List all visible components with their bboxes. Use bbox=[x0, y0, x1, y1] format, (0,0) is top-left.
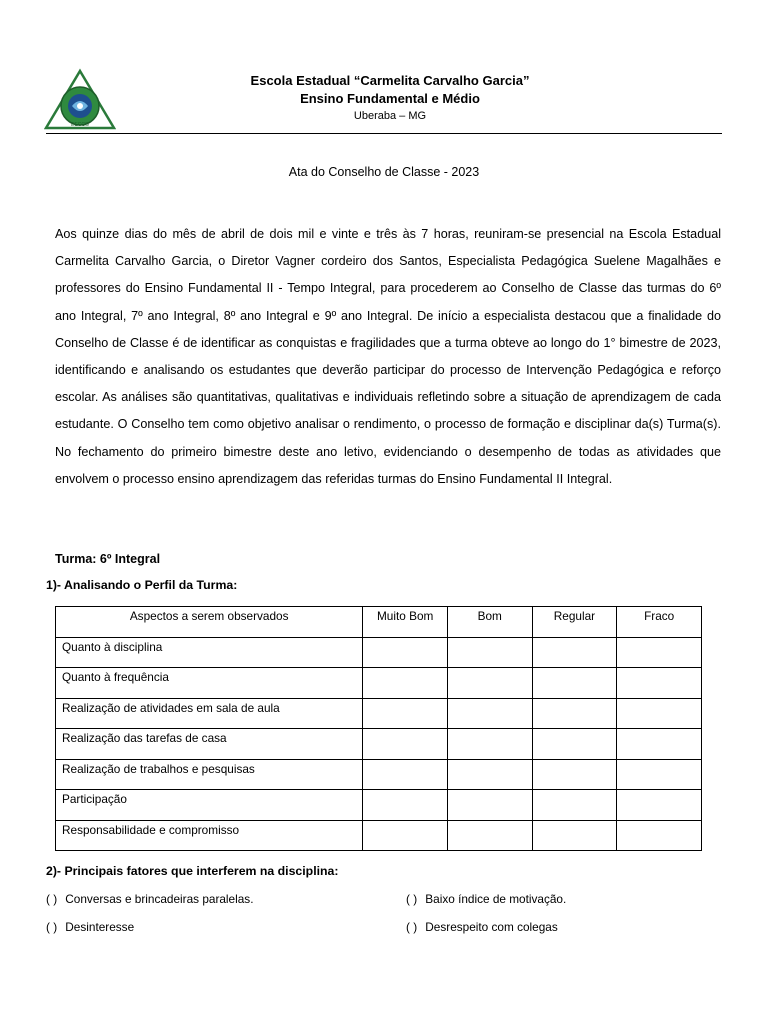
column-header-fraco: Fraco bbox=[617, 607, 702, 638]
option-label: Conversas e brincadeiras paralelas. bbox=[65, 892, 254, 906]
school-header bbox=[0, 72, 768, 124]
rating-cell[interactable] bbox=[532, 759, 617, 790]
school-level: Ensino Fundamental e Médio bbox=[300, 91, 480, 106]
rating-cell[interactable] bbox=[532, 729, 617, 760]
rating-cell[interactable] bbox=[617, 637, 702, 668]
aspect-cell: Realização de atividades em sala de aula bbox=[56, 698, 363, 729]
table-header-row bbox=[56, 607, 702, 638]
school-name: Escola Estadual “Carmelita Carvalho Garcia” bbox=[250, 73, 530, 88]
aspect-cell: Quanto à disciplina bbox=[56, 637, 363, 668]
rating-cell[interactable] bbox=[447, 790, 532, 821]
section2-heading: 2)- Principais fatores que interferem na disciplina: bbox=[46, 864, 339, 878]
minutes-paragraph: Aos quinze dias do mês de abril de dois mil e vinte e três às 7 horas, reuniram-se presencial na Escola Estadual Carmelita Carvalho Garcia, o Diretor Vagner cordeiro dos Santos, Especialista Pedagógica Suelene Magalhães e professores do Ensino Fundamental II - Tempo Integral, para procederem ao Conselho de Classe das turmas do 6º ano Integral, 7º ano Integral, 8º ano Integral e 9º ano Integral. De início a especialista destacou que a finalidade do Conselho de Classe é de identificar as conquistas e fragilidades que a turma obteve ao longo do 1° bimestre de 2023, identificando e analisando os estudantes que deverão participar do processo de Intervenção Pedagógica e reforço escolar. As análises são quantitativas, qualitativas e individuais refletindo sobre a situação de aprendizagem de cada estudante. O Conselho tem como objetivo analisar o rendimento, o processo de formação e disciplinar da(s) Turma(s). No fechamento do primeiro bimestre deste ano letivo, evidenciando o desempenho de todas as atividades que envolvem o processo ensino aprendizagem das referidas turmas do Ensino Fundamental II Integral. bbox=[55, 227, 721, 486]
table-row bbox=[56, 637, 702, 668]
svg-text:EECCG: EECCG bbox=[71, 122, 89, 128]
document-title: Ata do Conselho de Classe - 2023 bbox=[288, 165, 480, 179]
option-label: Desinteresse bbox=[65, 920, 135, 934]
rating-cell[interactable] bbox=[532, 820, 617, 851]
aspect-cell: Participação bbox=[56, 790, 363, 821]
rating-cell[interactable] bbox=[363, 637, 448, 668]
rating-cell[interactable] bbox=[617, 668, 702, 699]
option-desrespeito[interactable] bbox=[406, 920, 558, 934]
table-row bbox=[56, 698, 702, 729]
option-baixo-indice[interactable] bbox=[406, 892, 566, 906]
checkbox-mark[interactable]: ( ) bbox=[46, 920, 58, 934]
school-city: Uberaba – MG bbox=[353, 110, 427, 122]
column-header-bom: Bom bbox=[447, 607, 532, 638]
rating-cell[interactable] bbox=[363, 668, 448, 699]
rating-cell[interactable] bbox=[617, 820, 702, 851]
rating-cell[interactable] bbox=[447, 637, 532, 668]
checkbox-mark[interactable]: ( ) bbox=[406, 892, 418, 906]
table-row bbox=[56, 759, 702, 790]
rating-cell[interactable] bbox=[617, 790, 702, 821]
section1-heading: 1)- Analisando o Perfil da Turma: bbox=[46, 578, 238, 592]
column-header-aspects: Aspectos a serem observados bbox=[56, 607, 363, 638]
rating-cell[interactable] bbox=[447, 668, 532, 699]
column-header-muito-bom: Muito Bom bbox=[363, 607, 448, 638]
checkbox-mark[interactable]: ( ) bbox=[46, 892, 58, 906]
rating-cell[interactable] bbox=[363, 759, 448, 790]
option-conversas[interactable] bbox=[46, 892, 253, 906]
rating-cell[interactable] bbox=[532, 790, 617, 821]
option-label: Desrespeito com colegas bbox=[425, 920, 558, 934]
table-row bbox=[56, 790, 702, 821]
rating-cell[interactable] bbox=[532, 637, 617, 668]
column-header-regular: Regular bbox=[532, 607, 617, 638]
rating-cell[interactable] bbox=[363, 790, 448, 821]
rating-cell[interactable] bbox=[363, 698, 448, 729]
rating-cell[interactable] bbox=[447, 729, 532, 760]
table-row bbox=[56, 668, 702, 699]
rating-cell[interactable] bbox=[532, 698, 617, 729]
rating-cell[interactable] bbox=[617, 729, 702, 760]
table-row bbox=[56, 729, 702, 760]
aspect-cell: Quanto à frequência bbox=[56, 668, 363, 699]
option-label: Baixo índice de motivação. bbox=[425, 892, 567, 906]
aspect-cell: Realização de trabalhos e pesquisas bbox=[56, 759, 363, 790]
rating-cell[interactable] bbox=[447, 698, 532, 729]
aspect-cell: Realização das tarefas de casa bbox=[56, 729, 363, 760]
option-desinteresse[interactable] bbox=[46, 920, 134, 934]
aspect-cell: Responsabilidade e compromisso bbox=[56, 820, 363, 851]
rating-cell[interactable] bbox=[363, 729, 448, 760]
checkbox-mark[interactable]: ( ) bbox=[406, 920, 418, 934]
rating-cell[interactable] bbox=[447, 820, 532, 851]
class-label: Turma: 6º Integral bbox=[55, 552, 161, 566]
table-row bbox=[56, 820, 702, 851]
header-divider bbox=[46, 133, 722, 134]
rating-cell[interactable] bbox=[532, 668, 617, 699]
rating-cell[interactable] bbox=[447, 759, 532, 790]
rating-cell[interactable] bbox=[617, 759, 702, 790]
rating-cell[interactable] bbox=[363, 820, 448, 851]
class-profile-table bbox=[55, 606, 702, 851]
rating-cell[interactable] bbox=[617, 698, 702, 729]
